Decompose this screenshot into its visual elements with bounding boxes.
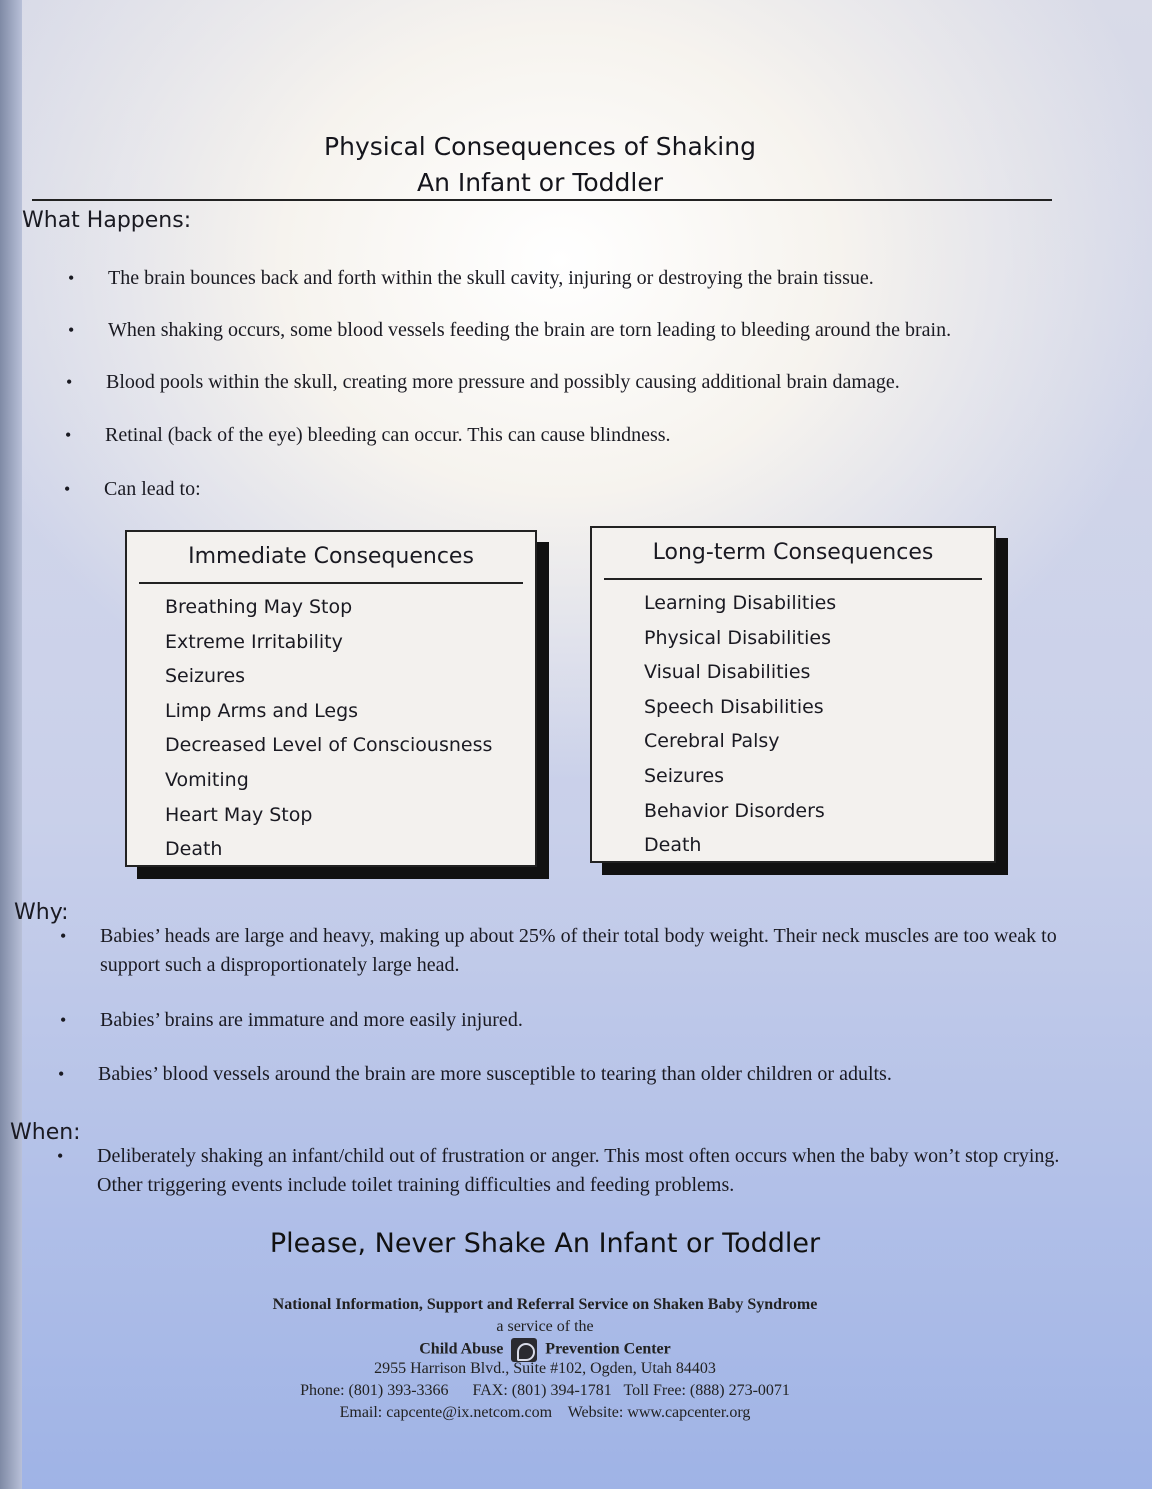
what-bullet-4: • Retinal (back of the eye) bleeding can occur. This can cause blindness. — [105, 421, 1105, 450]
slogan: Please, Never Shake An Infant or Toddler — [269, 1228, 821, 1259]
footer-org: National Information, Support and Referral Service on Shaken Baby Syndrome — [272, 1296, 818, 1313]
bullet-icon: • — [64, 479, 71, 499]
bullet-icon: • — [58, 1064, 65, 1084]
list-item: Behavior Disorders — [644, 799, 825, 822]
list-item: Learning Disabilities — [644, 592, 837, 614]
bullet-icon: • — [60, 926, 67, 946]
why-bullet-3: • Babies’ blood vessels around the brain are more susceptible to tearing than older children or adults. — [98, 1060, 1068, 1089]
center-name-left: Child Abuse — [419, 1340, 504, 1358]
list-item: Extreme Irritability — [165, 630, 343, 653]
bullet-icon: • — [68, 320, 75, 340]
list-item: Visual Disabilities — [644, 661, 811, 684]
what-bullet-3: • Blood pools within the skull, creating more pressure and possibly causing additional brain damage. — [106, 368, 1106, 397]
what-bullet-5: • Can lead to: — [104, 475, 1104, 504]
footer-center-name — [0, 1338, 1090, 1362]
bullet-icon: • — [66, 372, 73, 392]
immediate-list — [127, 584, 535, 867]
center-name-right: Prevention Center — [545, 1340, 671, 1358]
what-bullet-2: • When shaking occurs, some blood vessels feeding the brain are torn leading to bleeding around the brain. — [108, 316, 1108, 345]
list-item: Seizures — [644, 764, 725, 787]
title-line-2: An Infant or Toddler — [416, 168, 663, 197]
immediate-box-title: Immediate Consequences — [188, 544, 474, 569]
list-item: Breathing May Stop — [165, 596, 353, 618]
why-heading: Why: — [14, 900, 69, 925]
immediate-consequences-box — [125, 530, 537, 867]
title-divider — [32, 199, 1052, 201]
list-item: Decreased Level of Consciousness — [165, 734, 493, 757]
list-item: Heart May Stop — [165, 803, 313, 826]
what-bullet-1: • The brain bounces back and forth within the skull cavity, injuring or destroying the brain tissue. — [108, 264, 1108, 293]
bullet-icon: • — [68, 268, 75, 288]
longterm-list — [592, 580, 994, 863]
list-item: Death — [165, 838, 223, 861]
list-item: Vomiting — [165, 768, 249, 791]
why-bullet-2: • Babies’ brains are immature and more easily injured. — [100, 1006, 1070, 1035]
footer-phone: Phone: (801) 393-3366 FAX: (801) 394-1781 Toll Free: (888) 273-0071 — [300, 1382, 790, 1399]
bullet-icon: • — [60, 1010, 67, 1030]
child-abuse-prevention-logo-icon — [511, 1338, 537, 1362]
list-item: Physical Disabilities — [644, 626, 831, 649]
page-edge — [0, 0, 22, 1489]
longterm-box-title: Long-term Consequences — [652, 540, 934, 565]
when-bullet-1: • Deliberately shaking an infant/child out of frustration or anger. This most often occurs when the baby won’t stop crying. Other triggering events include toilet training difficulties and feeding problems. — [97, 1142, 1067, 1200]
when-heading: When: — [10, 1120, 81, 1145]
list-item: Death — [644, 834, 702, 857]
title-line-1: Physical Consequences of Shaking — [324, 132, 756, 161]
what-happens-heading: What Happens: — [22, 208, 192, 233]
footer-contact: Email: capcente@ix.netcom.com Website: www.capcenter.org — [339, 1404, 751, 1421]
list-item: Seizures — [165, 665, 246, 688]
longterm-consequences-box — [590, 526, 996, 863]
footer-address: 2955 Harrison Blvd., Suite #102, Ogden, Utah 84403 — [374, 1360, 716, 1377]
list-item: Cerebral Palsy — [644, 730, 780, 753]
footer-service-of: a service of the — [496, 1318, 594, 1335]
bullet-icon: • — [57, 1146, 64, 1166]
why-bullet-1: • Babies’ heads are large and heavy, making up about 25% of their total body weight. Their neck muscles are too weak to support such a disproportionately large head. — [100, 922, 1070, 980]
list-item: Speech Disabilities — [644, 695, 824, 718]
list-item: Limp Arms and Legs — [165, 699, 359, 722]
bullet-icon: • — [65, 425, 72, 445]
